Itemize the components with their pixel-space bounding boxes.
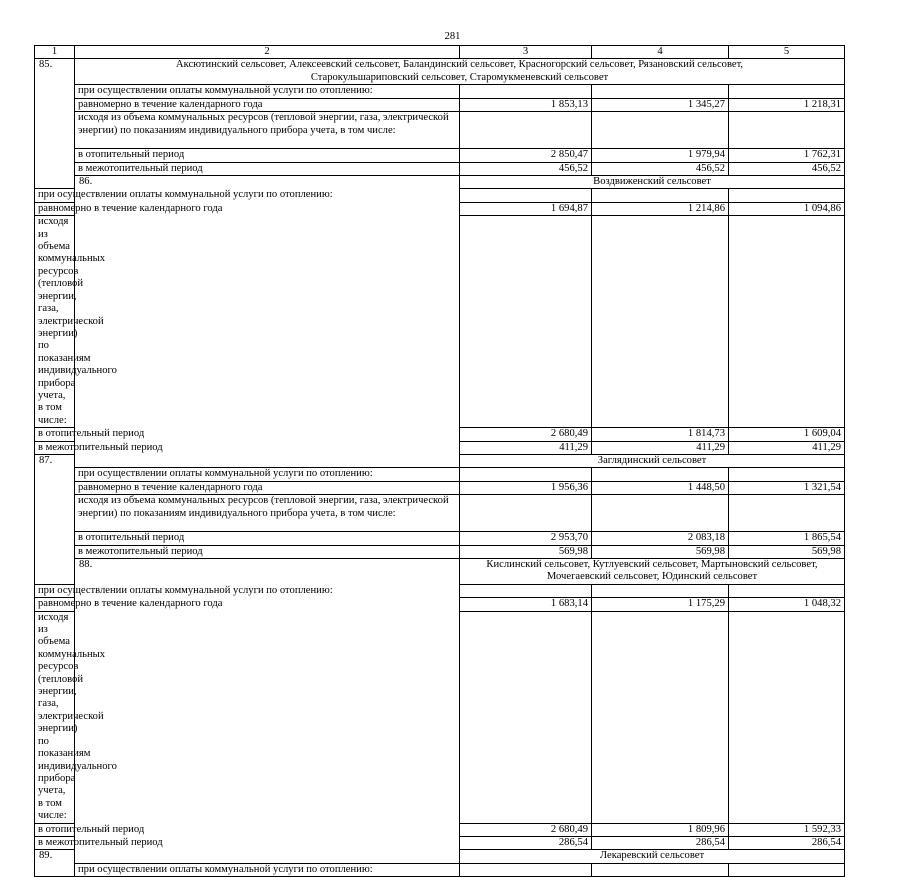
empty-cell <box>592 189 729 202</box>
tariff-value: 456,52 <box>592 162 729 175</box>
empty-cell <box>592 216 729 428</box>
section-number: 87. <box>35 454 75 584</box>
tariff-value: 2 680,49 <box>460 823 592 836</box>
uniform-label: равномерно в течение календарного года <box>35 598 75 611</box>
region-name <box>75 59 845 85</box>
payment-row <box>35 863 845 876</box>
payment-label: при осуществлении оплаты коммунальной услуги по отоплению: <box>35 189 75 202</box>
tariff-value: 1 175,29 <box>592 598 729 611</box>
heating-label: в отопительный период <box>75 149 460 162</box>
column-header: 4 <box>592 46 729 59</box>
tariff-value: 286,54 <box>592 836 729 849</box>
tariff-value: 1 979,94 <box>592 149 729 162</box>
heating-label: в отопительный период <box>75 532 460 545</box>
tariff-value: 2 953,70 <box>460 532 592 545</box>
tariff-value: 1 865,54 <box>729 532 845 545</box>
tariff-value: 1 609,04 <box>729 428 845 441</box>
tariff-value: 286,54 <box>729 836 845 849</box>
region-name-line: Кислинский сельсовет, Кутлуевский сельсовет, Мартыновский сельсовет, Мочегаевский сельсовет, Юдинский сельсовет <box>486 559 818 583</box>
tariff-value: 1 345,27 <box>592 98 729 111</box>
page-number: 281 <box>444 31 461 42</box>
region-name-line: Аксютинский сельсовет, Алексеевский сельсовет, Баландинский сельсовет, Красногорский сельсовет, Рязановский сельсовет, <box>175 59 744 71</box>
empty-cell <box>460 863 592 876</box>
heating-row <box>35 149 845 162</box>
region-name-line: Воздвиженский сельсовет <box>593 176 711 188</box>
tariff-value: 1 592,33 <box>729 823 845 836</box>
empty-cell <box>729 863 845 876</box>
section-number: 89. <box>35 850 75 877</box>
column-header: 3 <box>460 46 592 59</box>
tariff-value: 411,29 <box>729 441 845 454</box>
empty-cell <box>729 584 845 597</box>
payment-row <box>35 85 845 98</box>
tariff-value: 1 853,13 <box>460 98 592 111</box>
offseason-label: в межотопительный период <box>35 441 75 454</box>
tariff-value: 1 048,32 <box>729 598 845 611</box>
tariff-value: 1 956,36 <box>460 481 592 494</box>
offseason-row <box>35 545 845 558</box>
section-number: 88. <box>75 559 460 864</box>
empty-cell <box>592 468 729 481</box>
meter-label: исходя из объема коммунальных ресурсов (тепловой энергии, газа, электрической энергии) по показаниям индивидуального прибора учета, в том числе: <box>35 611 75 823</box>
region-name <box>460 176 845 189</box>
meter-row <box>35 112 845 149</box>
tariff-value: 569,98 <box>592 545 729 558</box>
section-header-row <box>35 559 845 585</box>
column-header: 5 <box>729 46 845 59</box>
empty-cell <box>592 584 729 597</box>
uniform-label: равномерно в течение календарного года <box>35 202 75 215</box>
tariff-value: 1 683,14 <box>460 598 592 611</box>
uniform-row <box>35 98 845 111</box>
empty-cell <box>592 495 729 532</box>
section-header-row <box>35 176 845 189</box>
empty-cell <box>592 112 729 149</box>
empty-cell <box>460 468 592 481</box>
tariff-value: 411,29 <box>460 441 592 454</box>
column-header: 1 <box>35 46 75 59</box>
section-number: 85. <box>35 59 75 189</box>
tariff-value: 1 448,50 <box>592 481 729 494</box>
column-header-row <box>35 46 845 59</box>
empty-cell <box>729 216 845 428</box>
tariff-value: 411,29 <box>592 441 729 454</box>
tariff-value: 2 083,18 <box>592 532 729 545</box>
empty-cell <box>460 611 592 823</box>
empty-cell <box>729 468 845 481</box>
tariff-table <box>34 45 845 877</box>
payment-label: при осуществлении оплаты коммунальной услуги по отоплению: <box>75 468 460 481</box>
tariff-value: 1 214,86 <box>592 202 729 215</box>
offseason-row <box>35 162 845 175</box>
region-name <box>460 454 845 467</box>
empty-cell <box>592 863 729 876</box>
heating-row <box>35 532 845 545</box>
section-header-row <box>35 59 845 85</box>
heating-label: в отопительный период <box>35 428 75 441</box>
payment-row <box>35 468 845 481</box>
tariff-value: 1 762,31 <box>729 149 845 162</box>
tariff-value: 1 694,87 <box>460 202 592 215</box>
empty-cell <box>460 189 592 202</box>
section-number: 86. <box>75 176 460 468</box>
tariff-value: 1 809,96 <box>592 823 729 836</box>
meter-label: исходя из объема коммунальных ресурсов (тепловой энергии, газа, электрической энергии) по показаниям индивидуального прибора учета, в том числе: <box>35 216 75 428</box>
empty-cell <box>729 495 845 532</box>
empty-cell <box>729 112 845 149</box>
tariff-value: 2 680,49 <box>460 428 592 441</box>
tariff-value: 569,98 <box>729 545 845 558</box>
uniform-label: равномерно в течение календарного года <box>75 481 460 494</box>
empty-cell <box>460 112 592 149</box>
region-name-line: Лекаревский сельсовет <box>599 850 705 862</box>
column-header: 2 <box>75 46 460 59</box>
payment-label: при осуществлении оплаты коммунальной услуги по отоплению: <box>75 85 460 98</box>
meter-label: исходя из объема коммунальных ресурсов (тепловой энергии, газа, электрической энергии) по показаниям индивидуального прибора учета, в том числе: <box>75 495 460 532</box>
tariff-value: 456,52 <box>460 162 592 175</box>
empty-cell <box>592 611 729 823</box>
offseason-label: в межотопительный период <box>35 836 75 849</box>
empty-cell <box>460 216 592 428</box>
heating-label: в отопительный период <box>35 823 75 836</box>
empty-cell <box>729 85 845 98</box>
region-name <box>460 850 845 863</box>
uniform-row <box>35 481 845 494</box>
uniform-label: равномерно в течение календарного года <box>75 98 460 111</box>
meter-row <box>35 495 845 532</box>
empty-cell <box>729 189 845 202</box>
region-name-line: Заглядинский сельсовет <box>597 454 707 466</box>
tariff-value: 1 321,54 <box>729 481 845 494</box>
tariff-value: 569,98 <box>460 545 592 558</box>
region-name <box>460 559 845 585</box>
region-name-line: Старокульшариповский сельсовет, Старомукменевский сельсовет <box>310 71 609 83</box>
tariff-value: 2 850,47 <box>460 149 592 162</box>
tariff-value: 286,54 <box>460 836 592 849</box>
tariff-value: 1 814,73 <box>592 428 729 441</box>
empty-cell <box>460 495 592 532</box>
meter-label: исходя из объема коммунальных ресурсов (тепловой энергии, газа, электрической энергии) по показаниям индивидуального прибора учета, в том числе: <box>75 112 460 149</box>
offseason-label: в межотопительный период <box>75 545 460 558</box>
empty-cell <box>460 584 592 597</box>
payment-label: при осуществлении оплаты коммунальной услуги по отоплению: <box>75 863 460 876</box>
payment-label: при осуществлении оплаты коммунальной услуги по отоплению: <box>35 584 75 597</box>
tariff-value: 1 094,86 <box>729 202 845 215</box>
offseason-label: в межотопительный период <box>75 162 460 175</box>
empty-cell <box>592 85 729 98</box>
empty-cell <box>460 85 592 98</box>
tariff-value: 1 218,31 <box>729 98 845 111</box>
empty-cell <box>729 611 845 823</box>
tariff-value: 456,52 <box>729 162 845 175</box>
